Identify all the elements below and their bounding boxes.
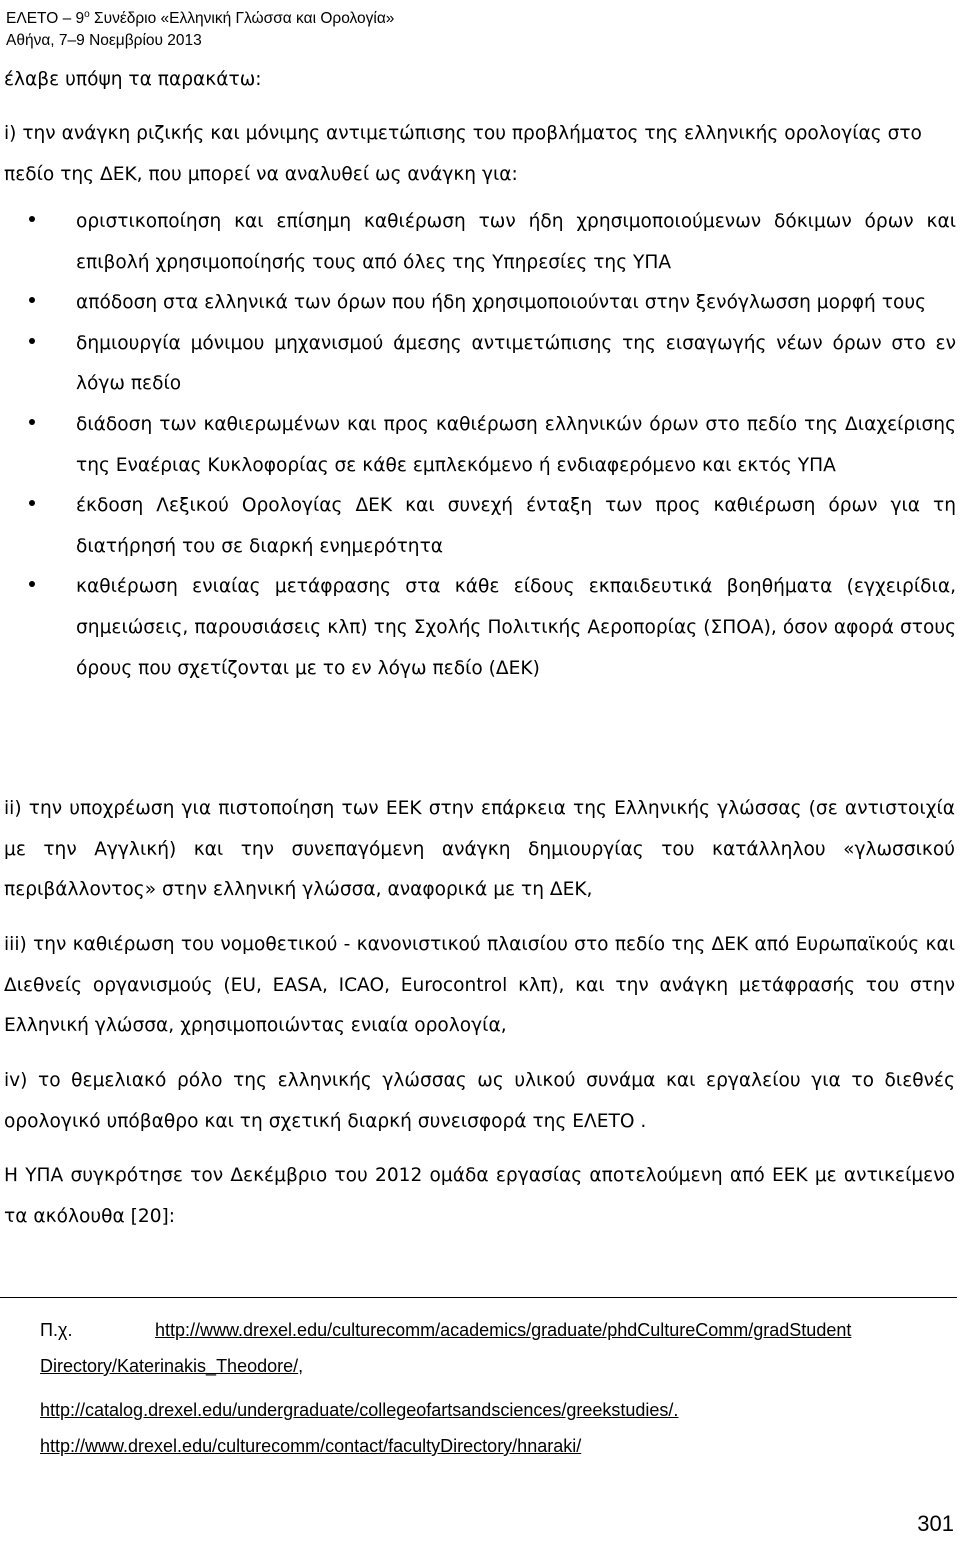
bullet-item: οριστικοποίηση και επίσημη καθιέρωση των ήδη χρησιμοποιούμενων δόκιμων όρων και επιβολή χρησιμοποίησής τους από όλες της Υπηρεσίες της ΥΠΑ <box>0 202 956 283</box>
bullet-icon <box>29 581 35 587</box>
footnote-link-1-part-2[interactable]: Directory/Katerinakis_Theodore/ <box>40 1356 299 1376</box>
bullet-item: διάδοση των καθιερωμένων και προς καθιέρωση ελληνικών όρων στο πεδίο της Διαχείρισης της Εναέριας Κυκλοφορίας σε κάθε εμπλεκόμενο ή ενδιαφερόμενο και εκτός ΥΠΑ <box>0 405 956 486</box>
footnote-divider <box>0 1297 957 1298</box>
bullet-icon <box>29 297 35 303</box>
conference-location-date: Αθήνα, 7–9 Νοεμβρίου 2013 <box>6 32 202 49</box>
footnote-prefix: Π.χ. <box>40 1320 73 1340</box>
item-iv-paragraph: iv) το θεμελιακό ρόλο της ελληνικής γλώσσας ως υλικού συνάμα και εργαλείου για το διεθνές ορολογικό υπόβαθρο και τη σχετική διαρκή συνεισφορά της ΕΛΕΤΟ . <box>4 1070 955 1132</box>
conference-title: ΕΛΕΤΟ – $9^o$ Συνέδριο «Ελληνική Γλώσσα και Ορολογία» <box>6 9 395 27</box>
bullet-icon <box>29 500 35 506</box>
footnote-link-2-anchor[interactable]: http://catalog.drexel.edu/undergraduate/collegeofartsandsciences/greekstudies/. <box>40 1400 679 1420</box>
footnote-link-1-continuation[interactable] <box>40 1354 303 1378</box>
page-number: 301 <box>917 1511 954 1536</box>
item-i-paragraph: i) την ανάγκη ριζικής και μόνιμης αντιμετώπισης του προβλήματος της ελληνικής ορολογίας στο πεδίο της ΔΕΚ, που μπορεί να αναλυθεί ως ανάγκη για: <box>4 123 922 185</box>
bullet-icon <box>29 338 35 344</box>
intro-paragraph: έλαβε υπόψη τα παρακάτω: <box>4 69 262 90</box>
footnote-link-1-part-1[interactable]: http://www.drexel.edu/culturecomm/academics/graduate/phdCultureComm/gradStudent <box>155 1320 852 1340</box>
footnote-link-3-anchor[interactable]: http://www.drexel.edu/culturecomm/contact/facultyDirectory/hnaraki/ <box>40 1436 582 1456</box>
item-iii-paragraph: iii) την καθιέρωση του νομοθετικού - κανονιστικού πλαισίου στο πεδίο της ΔΕΚ από Ευρωπαϊκούς και Διεθνείς οργανισμούς (EU, EASA, ICAO, Eurocontrol κλπ), και την ανάγκη μετάφρασής του στην Ελληνική γλώσσα, χρησιμοποιώντας ενιαία ορολογία, <box>4 934 955 1037</box>
bullet-icon <box>29 216 35 222</box>
closing-paragraph: Η ΥΠΑ συγκρότησε τον Δεκέμβριο του 2012 ομάδα εργασίας αποτελούμενη από ΕΕΚ με αντικείμενο τα ακόλουθα [20]: <box>4 1165 955 1227</box>
bullet-item: απόδοση στα ελληνικά των όρων που ήδη χρησιμοποιούνται στην ξενόγλωσση μορφή τους <box>0 283 956 324</box>
page-header <box>6 4 394 52</box>
footnote-comma: , <box>298 1356 304 1376</box>
bullet-list <box>0 202 956 689</box>
footnote-link-1[interactable] <box>155 1318 851 1342</box>
footnote-link-2[interactable] <box>40 1398 678 1422</box>
footnote-link-3[interactable] <box>40 1434 581 1458</box>
bullet-item: έκδοση Λεξικού Ορολογίας ΔΕΚ και συνεχή ένταξη των προς καθιέρωση όρων για τη διατήρησή του σε διαρκή ενημερότητα <box>0 486 956 567</box>
item-ii-paragraph: ii) την υποχρέωση για πιστοποίηση των ΕΕΚ στην επάρκεια της Ελληνικής γλώσσας (σε αντιστοιχία με την Αγγλική) και την συνεπαγόμενη ανάγκη δημιουργίας του κατάλληλου «γλωσσικού περιβάλλοντος» στην ελληνική γλώσσα, αναφορικά με τη ΔΕΚ, <box>4 798 955 901</box>
bullet-icon <box>29 419 35 425</box>
bullet-item: καθιέρωση ενιαίας μετάφρασης στα κάθε είδους εκπαιδευτικά βοηθήματα (εγχειρίδια, σημειώσεις, παρουσιάσεις κλπ) της Σχολής Πολιτικής Αεροπορίας (ΣΠΟΑ), όσον αφορά στους όρους που σχετίζονται με το εν λόγω πεδίο (ΔΕΚ) <box>0 567 956 689</box>
bullet-item: δημιουργία μόνιμου μηχανισμού άμεσης αντιμετώπισης της εισαγωγής νέων όρων στο εν λόγω πεδίο <box>0 324 956 405</box>
